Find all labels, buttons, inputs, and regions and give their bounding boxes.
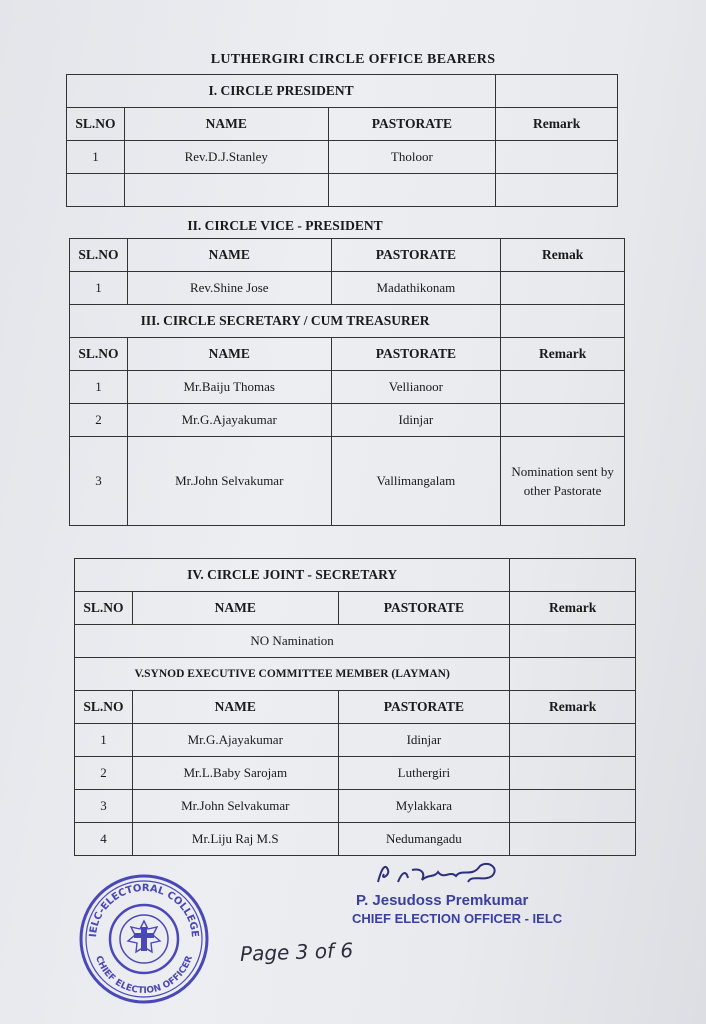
cell-remark <box>496 141 618 174</box>
signatory-name: P. Jesudoss Premkumar <box>356 892 529 909</box>
cell-remark: Nomination sent by other Pastorate <box>501 437 625 526</box>
col-header-remark: Remark <box>510 592 636 625</box>
cell-pastorate: Vallimangalam <box>331 437 501 526</box>
electoral-college-stamp <box>78 873 210 1005</box>
table-row <box>75 790 636 823</box>
table-row <box>70 371 625 404</box>
cell-pastorate: Luthergiri <box>338 757 510 790</box>
cell-name: Mr.John Selvakumar <box>132 790 338 823</box>
empty-cell <box>510 658 636 691</box>
col-header-name: NAME <box>124 108 328 141</box>
empty-cell <box>510 559 636 592</box>
cell-slno: 2 <box>75 757 133 790</box>
cell-name: Mr.Baiju Thomas <box>127 371 331 404</box>
cell-pastorate: Nedumangadu <box>338 823 510 856</box>
col-header-remark: Remark <box>496 108 618 141</box>
cell-pastorate: Idinjar <box>331 404 501 437</box>
col-header-remark: Remark <box>501 338 625 371</box>
section-title-joint-secretary: IV. CIRCLE JOINT - SECRETARY <box>75 559 510 592</box>
cell-slno: 1 <box>67 141 125 174</box>
signature-block <box>352 868 612 926</box>
table-row <box>70 437 625 526</box>
cell-slno: 3 <box>70 437 128 526</box>
no-nomination-text: NO Namination <box>75 625 510 658</box>
table-vice-president-secretary <box>69 238 625 526</box>
col-header-slno: SL.NO <box>70 338 128 371</box>
col-header-slno: SL.NO <box>75 691 133 724</box>
col-header-remak: Remak <box>501 239 625 272</box>
cell-slno: 3 <box>75 790 133 823</box>
cell-slno: 1 <box>70 371 128 404</box>
table-circle-president <box>66 74 618 207</box>
table-row <box>75 757 636 790</box>
cell-remark <box>501 404 625 437</box>
col-header-slno: SL.NO <box>70 239 128 272</box>
col-header-name: NAME <box>127 239 331 272</box>
empty-cell <box>67 174 125 207</box>
cell-remark <box>510 823 636 856</box>
cell-pastorate: Tholoor <box>328 141 496 174</box>
section-title-synod-member: V.SYNOD EXECUTIVE COMMITTEE MEMBER (LAYMAN) <box>75 658 510 691</box>
col-header-remark: Remark <box>510 691 636 724</box>
cell-slno: 4 <box>75 823 133 856</box>
cell-name: Mr.G.Ajayakumar <box>132 724 338 757</box>
cell-name: Rev.D.J.Stanley <box>124 141 328 174</box>
cell-slno: 1 <box>75 724 133 757</box>
cell-remark <box>510 757 636 790</box>
empty-cell <box>510 625 636 658</box>
col-header-pastorate: PASTORATE <box>338 691 510 724</box>
col-header-name: NAME <box>132 592 338 625</box>
stamp-top-text: IELC-ELECTORAL COLLEGE <box>88 882 201 938</box>
col-header-pastorate: PASTORATE <box>328 108 496 141</box>
cell-remark <box>510 724 636 757</box>
table-row-empty <box>67 174 618 207</box>
empty-cell <box>496 174 618 207</box>
col-header-pastorate: PASTORATE <box>331 239 501 272</box>
document-title: LUTHERGIRI CIRCLE OFFICE BEARERS <box>210 52 496 67</box>
table-row <box>75 823 636 856</box>
col-header-name: NAME <box>127 338 331 371</box>
cell-name: Mr.Liju Raj M.S <box>132 823 338 856</box>
col-header-slno: SL.NO <box>67 108 125 141</box>
signatory-title: CHIEF ELECTION OFFICER - IELC <box>352 911 563 926</box>
col-header-slno: SL.NO <box>75 592 133 625</box>
cell-remark <box>501 272 625 305</box>
empty-cell <box>328 174 496 207</box>
table-joint-secretary-synod <box>74 558 636 856</box>
stamp-bottom-text: CHIEF ELECTION OFFICER <box>93 954 195 997</box>
cell-remark <box>510 790 636 823</box>
empty-cell <box>124 174 328 207</box>
cell-name: Mr.L.Baby Sarojam <box>132 757 338 790</box>
col-header-name: NAME <box>132 691 338 724</box>
empty-cell <box>496 75 618 108</box>
cell-pastorate: Madathikonam <box>331 272 501 305</box>
cell-name: Rev.Shine Jose <box>127 272 331 305</box>
cell-pastorate: Mylakkara <box>338 790 510 823</box>
col-header-pastorate: PASTORATE <box>331 338 501 371</box>
table-row <box>70 404 625 437</box>
empty-cell <box>501 305 625 338</box>
cell-pastorate: Vellianoor <box>331 371 501 404</box>
cell-pastorate: Idinjar <box>338 724 510 757</box>
section-title-president: I. CIRCLE PRESIDENT <box>67 75 496 108</box>
cell-remark <box>501 371 625 404</box>
table-row <box>67 141 618 174</box>
table-row <box>70 272 625 305</box>
section-title-secretary: III. CIRCLE SECRETARY / CUM TREASURER <box>70 305 501 338</box>
table-row <box>75 724 636 757</box>
cell-slno: 1 <box>70 272 128 305</box>
cell-name: Mr.John Selvakumar <box>127 437 331 526</box>
cell-slno: 2 <box>70 404 128 437</box>
cell-name: Mr.G.Ajayakumar <box>127 404 331 437</box>
col-header-pastorate: PASTORATE <box>338 592 510 625</box>
page-number-note: Page 3 of 6 <box>239 938 354 966</box>
section-title-vice-president: II. CIRCLE VICE - PRESIDENT <box>187 218 383 233</box>
